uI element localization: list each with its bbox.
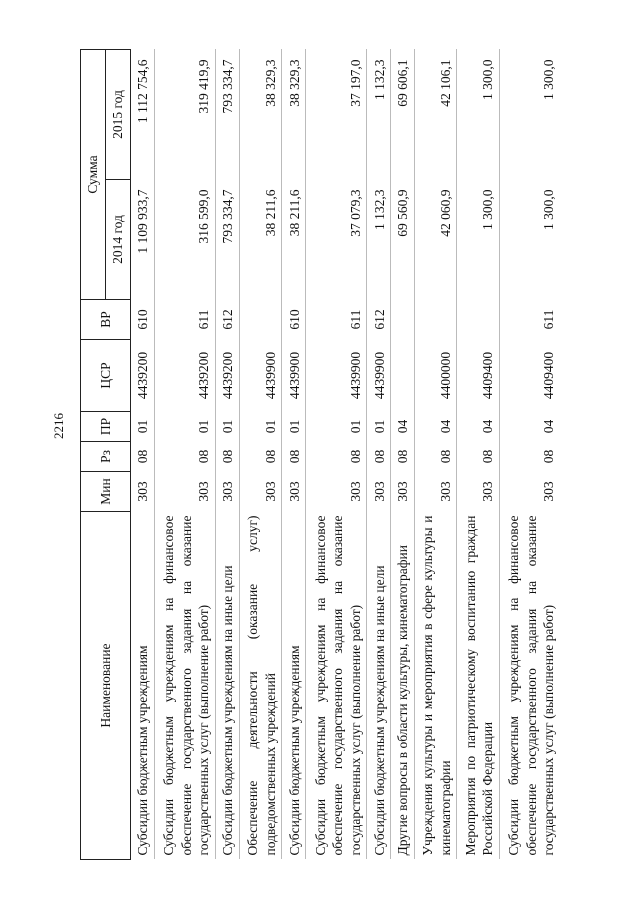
row-min: 303 (306, 472, 367, 512)
row-csr: 4439200 (154, 340, 215, 412)
row-name: Субсидии бюджетным учреждениям (131, 512, 155, 860)
table-row (367, 49, 391, 859)
row-pr: 01 (215, 412, 239, 442)
table-header (81, 49, 131, 859)
row-name: Обеспечение деятельности (оказание услуг) подведомственных учреждений (239, 512, 281, 860)
row-name: Учреждения культуры и мероприятия в сфере культуры и кинематографии (414, 512, 456, 860)
table-row (239, 49, 281, 859)
row-csr: 4409400 (457, 340, 499, 412)
header-min: Мин (81, 472, 131, 512)
row-min: 303 (154, 472, 215, 512)
row-name: Субсидии бюджетным учреждениям на финансовое обеспечение государственного задания на оказание государственных услуг (выполнение работ) (499, 512, 560, 860)
row-vr (414, 300, 456, 340)
row-sum-2015: 1 132,3 (367, 49, 391, 179)
row-pr: 04 (499, 412, 560, 442)
row-rz: 08 (131, 442, 155, 472)
page-number: 2216 (51, 413, 66, 439)
row-min: 303 (215, 472, 239, 512)
row-vr: 612 (215, 300, 239, 340)
header-name: Наименование (81, 512, 131, 860)
row-vr: 610 (131, 300, 155, 340)
table-row (131, 49, 155, 859)
row-rz: 08 (457, 442, 499, 472)
row-sum-2015: 793 334,7 (215, 49, 239, 179)
table-body (131, 49, 561, 859)
row-csr: 4439900 (306, 340, 367, 412)
row-vr: 611 (154, 300, 215, 340)
row-sum-2015: 319 419,9 (154, 49, 215, 179)
row-pr: 01 (367, 412, 391, 442)
row-pr: 04 (414, 412, 456, 442)
row-sum-2015: 38 329,3 (282, 49, 306, 179)
row-sum-2015: 38 329,3 (239, 49, 281, 179)
row-rz: 08 (414, 442, 456, 472)
row-rz: 08 (499, 442, 560, 472)
row-rz: 08 (154, 442, 215, 472)
row-vr: 612 (367, 300, 391, 340)
row-csr (391, 340, 415, 412)
row-vr (239, 300, 281, 340)
row-csr: 4439900 (239, 340, 281, 412)
row-vr: 610 (282, 300, 306, 340)
row-sum-2015: 42 106,1 (414, 49, 456, 179)
row-name: Субсидии бюджетным учреждениям (282, 512, 306, 860)
row-sum-2015: 1 300,0 (499, 49, 560, 179)
row-pr: 01 (154, 412, 215, 442)
row-min: 303 (282, 472, 306, 512)
row-min: 303 (499, 472, 560, 512)
table-row (499, 49, 560, 859)
row-min: 303 (391, 472, 415, 512)
row-sum-2015: 1 112 754,6 (131, 49, 155, 179)
row-csr: 4400000 (414, 340, 456, 412)
row-rz: 08 (391, 442, 415, 472)
table-row (414, 49, 456, 859)
row-sum-2014: 793 334,7 (215, 180, 239, 300)
row-rz: 08 (282, 442, 306, 472)
row-csr: 4439200 (131, 340, 155, 412)
row-name: Другие вопросы в области культуры, кинематографии (391, 512, 415, 860)
row-sum-2014: 38 211,6 (282, 180, 306, 300)
row-sum-2015: 69 606,1 (391, 49, 415, 179)
row-name: Субсидии бюджетным учреждениям на финансовое обеспечение государственного задания на оказание государственных услуг (выполнение работ) (306, 512, 367, 860)
header-vr: ВР (81, 300, 131, 340)
row-name: Мероприятия по патриотическому воспитанию граждан Российской Федерации (457, 512, 499, 860)
header-2015: 2015 год (106, 49, 131, 179)
row-pr: 04 (457, 412, 499, 442)
budget-table (80, 49, 560, 860)
row-vr (391, 300, 415, 340)
row-min: 303 (414, 472, 456, 512)
header-2014: 2014 год (106, 180, 131, 300)
table-row (391, 49, 415, 859)
row-csr: 4439900 (367, 340, 391, 412)
header-pr: ПР (81, 412, 131, 442)
row-csr: 4409400 (499, 340, 560, 412)
row-sum-2014: 1 300,0 (499, 180, 560, 300)
header-rz: Рз (81, 442, 131, 472)
rotated-page (80, 50, 560, 860)
row-pr: 04 (391, 412, 415, 442)
row-vr: 611 (499, 300, 560, 340)
row-sum-2014: 1 109 933,7 (131, 180, 155, 300)
row-vr: 611 (306, 300, 367, 340)
row-sum-2014: 1 132,3 (367, 180, 391, 300)
row-sum-2014: 316 599,0 (154, 180, 215, 300)
row-pr: 01 (306, 412, 367, 442)
row-sum-2014: 38 211,6 (239, 180, 281, 300)
row-sum-2015: 37 197,0 (306, 49, 367, 179)
row-sum-2014: 37 079,3 (306, 180, 367, 300)
table-row (306, 49, 367, 859)
row-sum-2014: 1 300,0 (457, 180, 499, 300)
header-sum: Сумма (81, 49, 106, 299)
row-rz: 08 (367, 442, 391, 472)
row-rz: 08 (306, 442, 367, 472)
row-csr: 4439900 (282, 340, 306, 412)
row-pr: 01 (239, 412, 281, 442)
row-sum-2015: 1 300,0 (457, 49, 499, 179)
row-sum-2014: 42 060,9 (414, 180, 456, 300)
row-rz: 08 (239, 442, 281, 472)
row-name: Субсидии бюджетным учреждениям на иные цели (215, 512, 239, 860)
row-min: 303 (367, 472, 391, 512)
header-csr: ЦСР (81, 340, 131, 412)
row-name: Субсидии бюджетным учреждениям на финансовое обеспечение государственного задания на оказание государственных услуг (выполнение работ) (154, 512, 215, 860)
row-min: 303 (457, 472, 499, 512)
row-vr (457, 300, 499, 340)
row-name: Субсидии бюджетным учреждениям на иные цели (367, 512, 391, 860)
row-min: 303 (131, 472, 155, 512)
table-row (282, 49, 306, 859)
row-pr: 01 (282, 412, 306, 442)
row-min: 303 (239, 472, 281, 512)
row-sum-2014: 69 560,9 (391, 180, 415, 300)
table-row (154, 49, 215, 859)
row-pr: 01 (131, 412, 155, 442)
row-csr: 4439200 (215, 340, 239, 412)
row-rz: 08 (215, 442, 239, 472)
table-row (457, 49, 499, 859)
table-row (215, 49, 239, 859)
